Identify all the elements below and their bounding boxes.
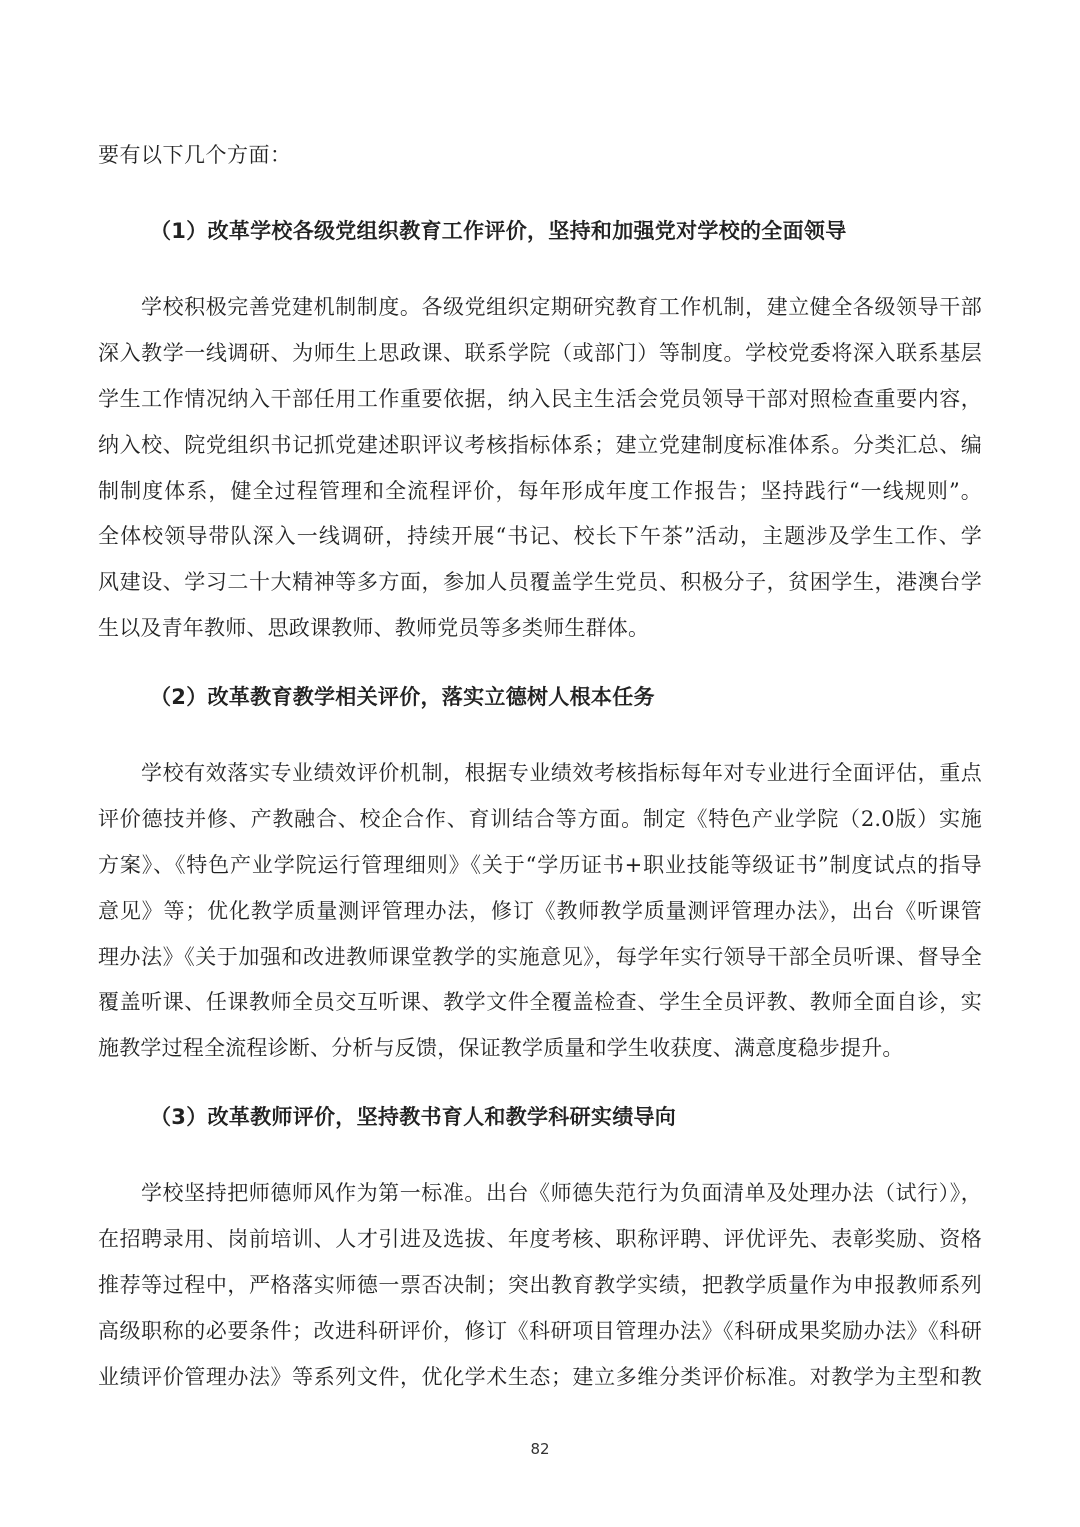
paragraph-line: 施教学过程全流程诊断、分析与反馈，保证教学质量和学生收获度、满意度稳步提升。: [98, 1036, 904, 1061]
page-number: 82: [530, 1440, 550, 1458]
paragraph-line: 学校积极完善党建机制制度。各级党组织定期研究教育工作机制，建立健全各级领导干部: [141, 295, 982, 319]
paragraph-line: 全体校领导带队深入一线调研，持续开展“书记、校长下午茶”活动，主题涉及学生工作、学: [98, 524, 982, 549]
paragraph-line: 在招聘录用、岗前培训、人才引进及选拔、年度考核、职称评聘、评优评先、表彰奖励、资格: [98, 1226, 982, 1251]
paragraph-line: 理办法》《关于加强和改进教师课堂教学的实施意见》，每学年实行领导干部全员听课、督导全: [98, 944, 982, 969]
paragraph-line: 推荐等过程中，严格落实师德一票否决制；突出教育教学实绩，把教学质量作为申报教师系列: [98, 1272, 982, 1297]
paragraph-line: 学生工作情况纳入干部任用工作重要依据，纳入民主生活会党员领导干部对照检查重要内容，: [98, 386, 982, 411]
paragraph-line: 意见》等；优化教学质量测评管理办法，修订《教师教学质量测评管理办法》，出台《听课管: [98, 898, 982, 923]
section-3-heading: （3）改革教师评价，坚持教书育人和教学科研实绩导向: [150, 1105, 677, 1129]
paragraph-line: 覆盖听课、任课教师全员交互听课、教学文件全覆盖检查、学生全员评教、教师全面自诊，实: [98, 990, 982, 1015]
paragraph-line: 纳入校、院党组织书记抓党建述职评议考核指标体系；建立党建制度标准体系。分类汇总、编: [98, 432, 982, 457]
section-1-heading: （1）改革学校各级党组织教育工作评价，坚持和加强党对学校的全面领导: [150, 219, 847, 243]
section-2-heading: （2）改革教育教学相关评价，落实立德树人根本任务: [150, 685, 655, 709]
paragraph-line: 生以及青年教师、思政课教师、教师党员等多类师生群体。: [98, 616, 650, 641]
section-2-paragraph: [98, 756, 982, 1077]
paragraph-line: 学校坚持把师德师风作为第一标准。出台《师德失范行为负面清单及处理办法（试行）》，: [141, 1181, 982, 1205]
section-3-paragraph: [98, 1176, 982, 1405]
paragraph-line: 制制度体系，健全过程管理和全流程评价，每年形成年度工作报告；坚持践行“一线规则”。: [98, 478, 982, 503]
paragraph-line: 学校有效落实专业绩效评价机制，根据专业绩效考核指标每年对专业进行全面评估，重点: [141, 761, 982, 785]
paragraph-line: 评价德技并修、产教融合、校企合作、育训结合等方面。制定《特色产业学院（2.0版）实施: [98, 806, 982, 831]
intro-text: 要有以下几个方面：: [98, 143, 292, 167]
paragraph-line: 风建设、学习二十大精神等多方面，参加人员覆盖学生党员、积极分子，贫困学生，港澳台学: [98, 570, 982, 595]
paragraph-line: 高级职称的必要条件；改进科研评价，修订《科研项目管理办法》《科研成果奖励办法》《科研: [98, 1318, 982, 1343]
paragraph-line: 业绩评价管理办法》等系列文件，优化学术生态；建立多维分类评价标准。对教学为主型和教: [98, 1364, 982, 1389]
paragraph-line: 深入教学一线调研、为师生上思政课、联系学院（或部门）等制度。学校党委将深入联系基层: [98, 340, 982, 365]
section-1-paragraph: [98, 290, 982, 657]
paragraph-line: 方案》、《特色产业学院运行管理细则》《关于“学历证书+职业技能等级证书”制度试点的指导: [98, 852, 982, 877]
